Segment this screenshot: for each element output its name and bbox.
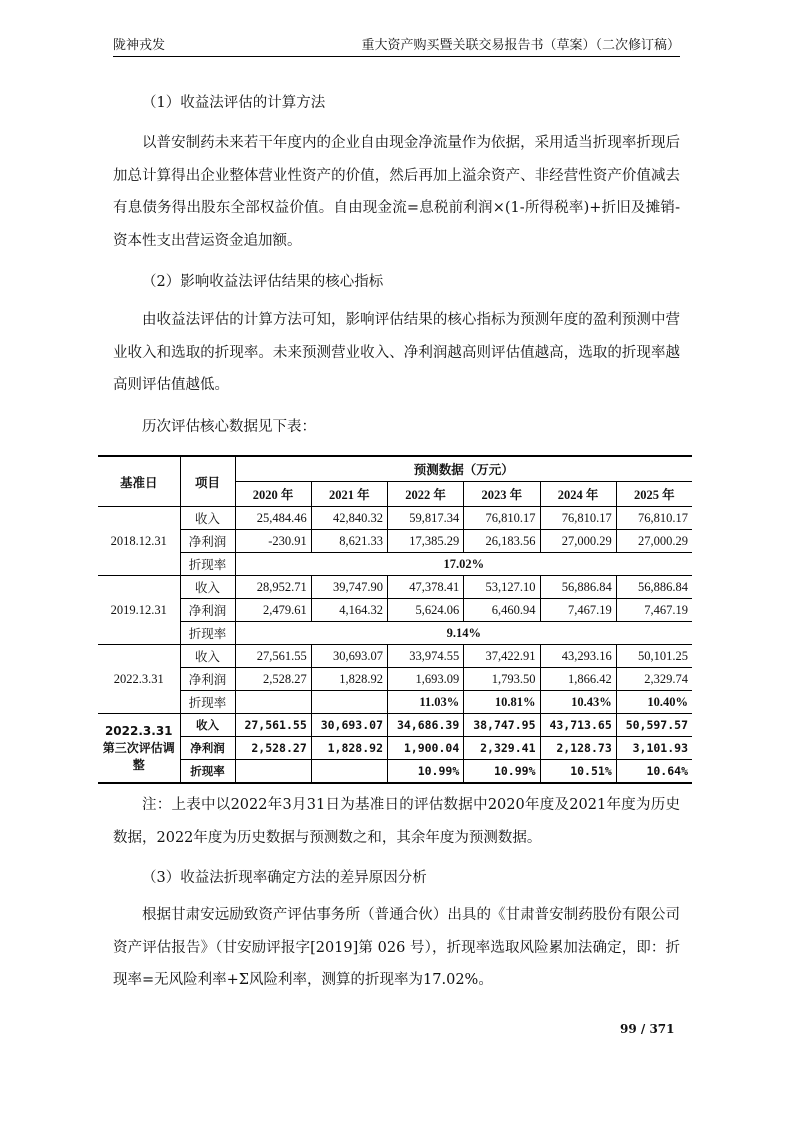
table-row	[98, 668, 692, 691]
value-cell: 27,561.55	[235, 714, 311, 737]
value-cell: 59,817.34	[388, 507, 464, 530]
value-cell: 3,101.93	[616, 737, 692, 760]
value-cell: 27,000.29	[616, 530, 692, 553]
value-cell: 10.99%	[464, 760, 540, 784]
value-cell: 28,952.71	[235, 576, 311, 599]
year-header: 2024 年	[540, 482, 616, 507]
table-note: 注：上表中以2022年3月31日为基准日的评估数据中2020年度及2021年度为历史数据，2022年度为历史数据与预测数之和，其余年度为预测数据。	[113, 797, 680, 846]
page-number: 99 / 371	[620, 1022, 675, 1036]
value-cell	[311, 760, 387, 784]
value-cell: 42,840.32	[311, 507, 387, 530]
section-3-title: （3）收益法折现率确定方法的差异原因分析	[142, 870, 427, 886]
item-label: 收入	[180, 576, 235, 599]
value-cell: 33,974.55	[388, 645, 464, 668]
value-cell: 2,479.61	[235, 599, 311, 622]
year-header: 2020 年	[235, 482, 311, 507]
item-label: 折现率	[180, 553, 235, 576]
year-header: 2022 年	[388, 482, 464, 507]
table-row	[98, 599, 692, 622]
value-cell: 1,693.09	[388, 668, 464, 691]
value-cell: 8,621.33	[311, 530, 387, 553]
value-cell: 10.43%	[540, 691, 616, 714]
value-cell: 7,467.19	[616, 599, 692, 622]
value-cell: 56,886.84	[616, 576, 692, 599]
value-cell: 6,460.94	[464, 599, 540, 622]
year-header: 2025 年	[616, 482, 692, 507]
value-cell: 43,293.16	[540, 645, 616, 668]
base-date: 2022.3.31 第三次评估调整	[98, 714, 180, 784]
value-cell: 17,385.29	[388, 530, 464, 553]
section-1-body: 以普安制药未来若干年度内的企业自由现金净流量作为依据，采用适当折现率折现后加总计算得出企业整体营业性资产的价值，然后再加上溢余资产、非经营性资产价值减去有息债务得出股东全部权益价值。自由现金流=息税前利润×(1-所得税率)+折旧及摊销-资本性支出营运资金追加额。	[113, 135, 680, 249]
value-cell: 2,128.73	[540, 737, 616, 760]
table-row	[98, 576, 692, 599]
discount-rate: 17.02%	[235, 553, 692, 576]
item-label: 净利润	[180, 599, 235, 622]
item-label: 收入	[180, 645, 235, 668]
value-cell: 1,866.42	[540, 668, 616, 691]
value-cell	[235, 760, 311, 784]
value-cell: 50,597.57	[616, 714, 692, 737]
value-cell: 43,713.65	[540, 714, 616, 737]
table-intro: 历次评估核心数据见下表：	[142, 419, 316, 435]
value-cell: 10.64%	[616, 760, 692, 784]
value-cell: 2,329.41	[464, 737, 540, 760]
header-left: 陇神戎发	[113, 38, 166, 53]
value-cell: 76,810.17	[464, 507, 540, 530]
year-header: 2023 年	[464, 482, 540, 507]
value-cell: 1,793.50	[464, 668, 540, 691]
section-1-title: （1）收益法评估的计算方法	[142, 95, 326, 111]
value-cell: 1,828.92	[311, 737, 387, 760]
value-cell: 2,329.74	[616, 668, 692, 691]
year-header: 2021 年	[311, 482, 387, 507]
value-cell: 30,693.07	[311, 714, 387, 737]
base-date: 2019.12.31	[98, 576, 180, 645]
item-label: 收入	[180, 507, 235, 530]
table-row	[98, 645, 692, 668]
item-label: 折现率	[180, 622, 235, 645]
value-cell: 2,528.27	[235, 668, 311, 691]
value-cell: -230.91	[235, 530, 311, 553]
value-cell: 30,693.07	[311, 645, 387, 668]
value-cell: 27,000.29	[540, 530, 616, 553]
header-item: 项目	[180, 456, 235, 507]
value-cell: 56,886.84	[540, 576, 616, 599]
section-2-body: 由收益法评估的计算方法可知，影响评估结果的核心指标为预测年度的盈利预测中营业收入和选取的折现率。未来预测营业收入、净利润越高则评估值越高，选取的折现率越高则评估值越低。	[113, 312, 680, 393]
base-date: 2018.12.31	[98, 507, 180, 576]
table-row	[98, 507, 692, 530]
item-label: 收入	[180, 714, 235, 737]
item-label: 折现率	[180, 760, 235, 784]
value-cell: 10.40%	[616, 691, 692, 714]
page-header	[113, 30, 680, 57]
base-date: 2022.3.31	[98, 645, 180, 714]
value-cell: 2,528.27	[235, 737, 311, 760]
discount-rate: 9.14%	[235, 622, 692, 645]
value-cell: 76,810.17	[616, 507, 692, 530]
valuation-table	[98, 455, 692, 784]
item-label: 净利润	[180, 668, 235, 691]
item-label: 净利润	[180, 737, 235, 760]
value-cell: 1,828.92	[311, 668, 387, 691]
value-cell	[311, 691, 387, 714]
value-cell: 25,484.46	[235, 507, 311, 530]
header-forecast: 预测数据（万元）	[235, 456, 692, 482]
section-3-body: 根据甘肃安远励致资产评估事务所（普通合伙）出具的《甘肃普安制药股份有限公司资产评估报告》（甘安励评报字[2019]第 026 号），折现率选取风险累加法确定，即：折现率=无风险利率+Σ风险利率，测算的折现率为17.02%。	[113, 907, 680, 988]
header-right: 重大资产购买暨关联交易报告书（草案）（二次修订稿）	[361, 38, 680, 53]
item-label: 折现率	[180, 691, 235, 714]
value-cell: 53,127.10	[464, 576, 540, 599]
table-row	[98, 737, 692, 760]
value-cell: 7,467.19	[540, 599, 616, 622]
value-cell: 10.81%	[464, 691, 540, 714]
table-row	[98, 553, 692, 576]
value-cell: 27,561.55	[235, 645, 311, 668]
value-cell: 47,378.41	[388, 576, 464, 599]
value-cell: 50,101.25	[616, 645, 692, 668]
value-cell: 1,900.04	[388, 737, 464, 760]
value-cell: 4,164.32	[311, 599, 387, 622]
value-cell	[235, 691, 311, 714]
value-cell: 76,810.17	[540, 507, 616, 530]
table-row	[98, 622, 692, 645]
value-cell: 37,422.91	[464, 645, 540, 668]
value-cell: 38,747.95	[464, 714, 540, 737]
value-cell: 11.03%	[388, 691, 464, 714]
value-cell: 26,183.56	[464, 530, 540, 553]
header-date: 基准日	[98, 456, 180, 507]
value-cell: 5,624.06	[388, 599, 464, 622]
item-label: 净利润	[180, 530, 235, 553]
table-row	[98, 760, 692, 784]
table-row	[98, 714, 692, 737]
value-cell: 34,686.39	[388, 714, 464, 737]
table-row	[98, 530, 692, 553]
value-cell: 10.51%	[540, 760, 616, 784]
section-2-title: （2）影响收益法评估结果的核心指标	[142, 274, 384, 290]
value-cell: 39,747.90	[311, 576, 387, 599]
value-cell: 10.99%	[388, 760, 464, 784]
table-row	[98, 691, 692, 714]
